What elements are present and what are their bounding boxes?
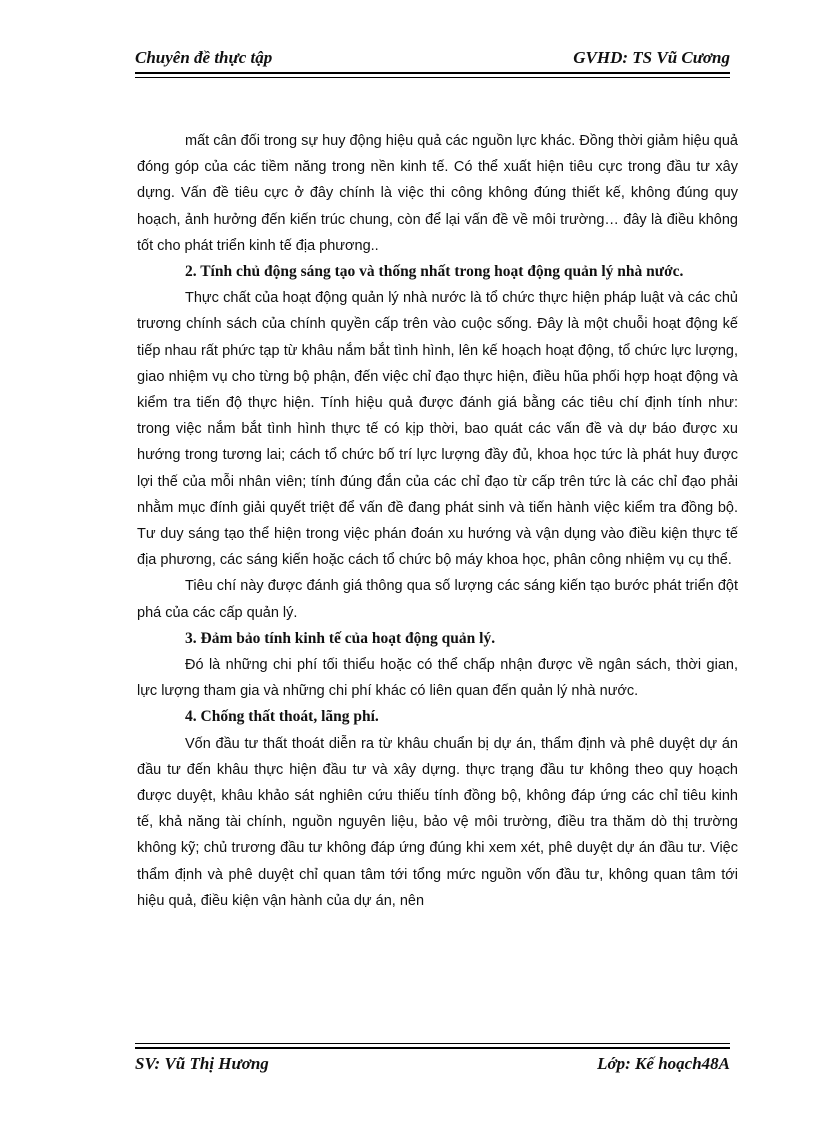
paragraph-1: mất cân đối trong sự huy động hiệu quả các nguồn lực khác. Đồng thời giảm hiệu quả đóng góp của các tiềm năng trong nền kinh tế. Có thể xuất hiện tiêu cực trong đầu tư xây dựng. Vấn đề tiêu cực ở đây chính là việc thi công không đúng thiết kế, không đúng quy hoạch, ảnh hưởng đến kiến trúc chung, còn để lại vấn đề về môi trường… đây là điều không tốt cho phát triển kinh tế địa phương..	[137, 133, 738, 254]
document-body	[137, 128, 738, 914]
paragraph-3: Tiêu chí này được đánh giá thông qua số lượng các sáng kiến tạo bước phát triển đột phá của các cấp quản lý.	[137, 578, 738, 621]
header-divider	[135, 72, 730, 78]
page-footer	[135, 1054, 730, 1078]
header-advisor: GVHD: TS Vũ Cương	[573, 48, 730, 67]
page-header	[135, 48, 730, 72]
paragraph-5: Vốn đầu tư thất thoát diễn ra từ khâu chuẩn bị dự án, thẩm định và phê duyệt dự án đầu tư đến khâu thực hiện đầu tư và xây dựng. thực trạng đầu tư không theo quy hoạch được duyệt, khâu khảo sát nghiên cứu thiếu tính đồng bộ, không đáp ứng các chỉ tiêu kinh tế, khả năng tài chính, nguồn nguyên liệu, bảo vệ môi trường, điều tra thăm dò thị trường không kỹ; chủ trương đầu tư không đáp ứng đúng khi xem xét, phê duyệt dự án đầu tư. Việc thẩm định và phê duyệt chỉ quan tâm tới tổng mức nguồn vốn đầu tư, không quan tâm tới hiệu quả, điều kiện vận hành của dự án, nên	[137, 735, 738, 909]
heading-4: 4. Chống thất thoát, lãng phí.	[185, 708, 379, 726]
paragraph-2: Thực chất của hoạt động quản lý nhà nước là tổ chức thực hiện pháp luật và các chủ trương chính sách của chính quyền cấp trên vào cuộc sống. Đây là một chuỗi hoạt động kế tiếp nhau rất phức tạp từ khâu nắm bắt tình hình, lên kế hoạch hoạt động, tổ chức lực lượng, giao nhiệm vụ cho từng bộ phận, đến việc chỉ đạo thực hiện, điều hũa phối hợp hoạt động và kiểm tra tiến độ thực hiện. Tính hiệu quả được đánh giá bằng các tiêu chí định tính như: trong việc nắm bắt tình hình thực tế có kịp thời, bao quát các vấn đề và dự báo được xu hướng trong tương lai; cách tổ chức bố trí lực lượng đầy đủ, khoa học tức là phát huy được lợi thế của mỗi nhân viên; tính đúng đắn của các chỉ đạo từ cấp trên tức là các chỉ đạo phải nhằm mục đính giải quyết triệt để vấn đề đang phát sinh và tiến hành việc kiểm tra đồng bộ. Tư duy sáng tạo thể hiện trong việc phán đoán xu hướng và vận dụng vào điều kiện thực tế địa phương, các sáng kiến hoặc cách tổ chức bộ máy khoa học, phân công nhiệm vụ cụ thể.	[137, 290, 738, 569]
heading-3: 3. Đảm bảo tính kinh tế của hoạt động quản lý.	[185, 629, 496, 647]
footer-divider	[135, 1043, 730, 1049]
paragraph-4: Đó là những chi phí tối thiểu hoặc có thể chấp nhận được về ngân sách, thời gian, lực lượng tham gia và những chi phí khác có liên quan đến quản lý nhà nước.	[137, 657, 738, 700]
footer-student: SV: Vũ Thị Hương	[135, 1054, 269, 1073]
header-title: Chuyên đề thực tập	[135, 48, 273, 67]
footer-class: Lớp: Kế hoạch48A	[597, 1054, 730, 1073]
heading-2: 2. Tính chủ động sáng tạo và thống nhất trong hoạt động quản lý nhà nước.	[185, 263, 684, 281]
